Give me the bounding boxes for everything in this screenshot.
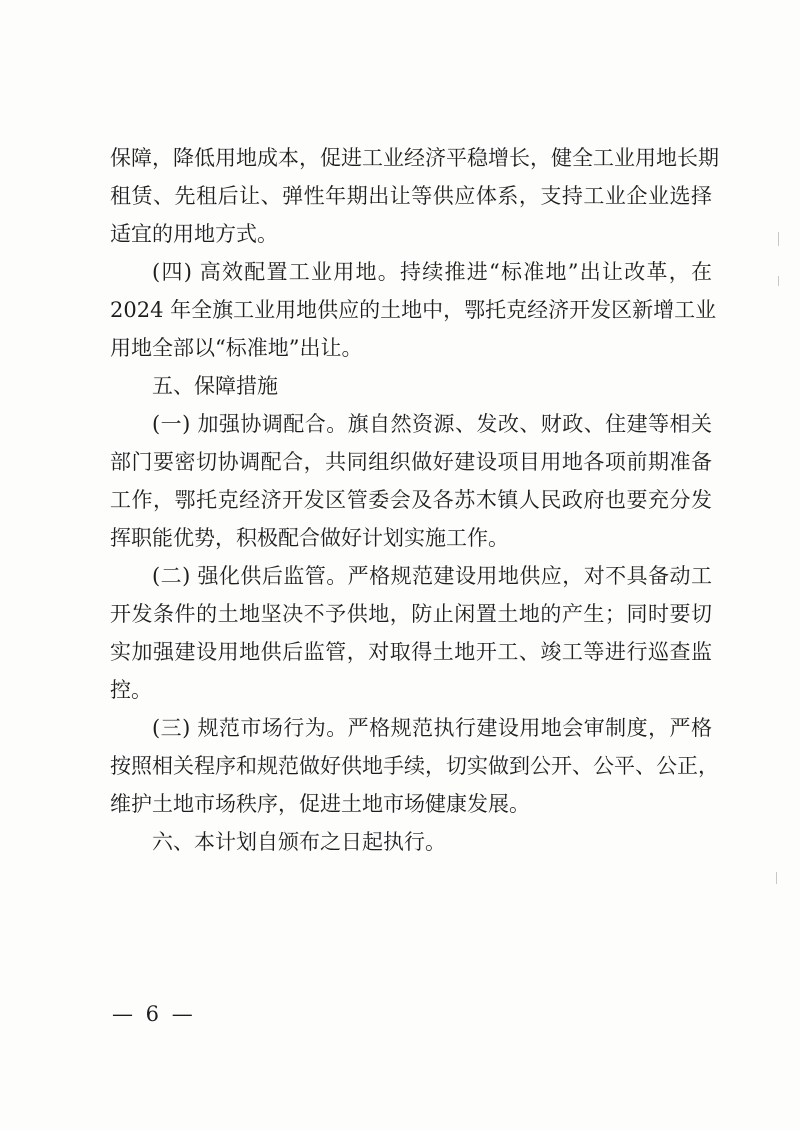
- body-text-line: (一) 加强协调配合。旗自然资源、发改、财政、住建等相关: [152, 412, 712, 436]
- body-text-line: 控。: [110, 678, 152, 702]
- body-text-line: 维护土地市场秩序，促进土地市场健康发展。: [110, 792, 530, 816]
- body-text-line: 保障，降低用地成本，促进工业经济平稳增长，健全工业用地长期: [110, 146, 719, 170]
- body-text-line: (二) 强化供后监管。严格规范建设用地供应，对不具备动工: [152, 564, 712, 588]
- body-text-line: 适宜的用地方式。: [110, 222, 278, 246]
- scan-mark: [778, 276, 779, 286]
- body-text-line: (四) 高效配置工业用地。持续推进“标准地”出让改革，在: [152, 260, 712, 284]
- scan-mark: [778, 232, 779, 246]
- body-text-line: 开发条件的土地坚决不予供地，防止闲置土地的产生；同时要切: [110, 602, 712, 626]
- body-text-line: 2024 年全旗工业用地供应的土地中，鄂托克经济开发区新增工业: [110, 298, 717, 322]
- body-text-line: 工作，鄂托克经济开发区管委会及各苏木镇人民政府也要充分发: [110, 488, 712, 512]
- body-text-line: 实加强建设用地供后监管，对取得土地开工、竣工等进行巡查监: [110, 640, 712, 664]
- body-text-line: 部门要密切协调配合，共同组织做好建设项目用地各项前期准备: [110, 450, 712, 474]
- body-text-line: 挥职能优势，积极配合做好计划实施工作。: [110, 526, 509, 550]
- body-text-line: 按照相关程序和规范做好供地手续，切实做到公开、公平、公正，: [110, 754, 719, 778]
- body-text-line: 用地全部以“标准地”出让。: [110, 336, 363, 360]
- section-heading-6: 六、本计划自颁布之日起执行。: [152, 830, 446, 854]
- body-text-line: 租赁、先租后让、弹性年期出让等供应体系，支持工业企业选择: [110, 184, 712, 208]
- page-number: — 6 —: [112, 1002, 196, 1026]
- body-text-line: (三) 规范市场行为。严格规范执行建设用地会审制度，严格: [152, 716, 712, 740]
- scan-mark: [776, 872, 777, 884]
- section-heading-5: 五、保障措施: [152, 374, 278, 398]
